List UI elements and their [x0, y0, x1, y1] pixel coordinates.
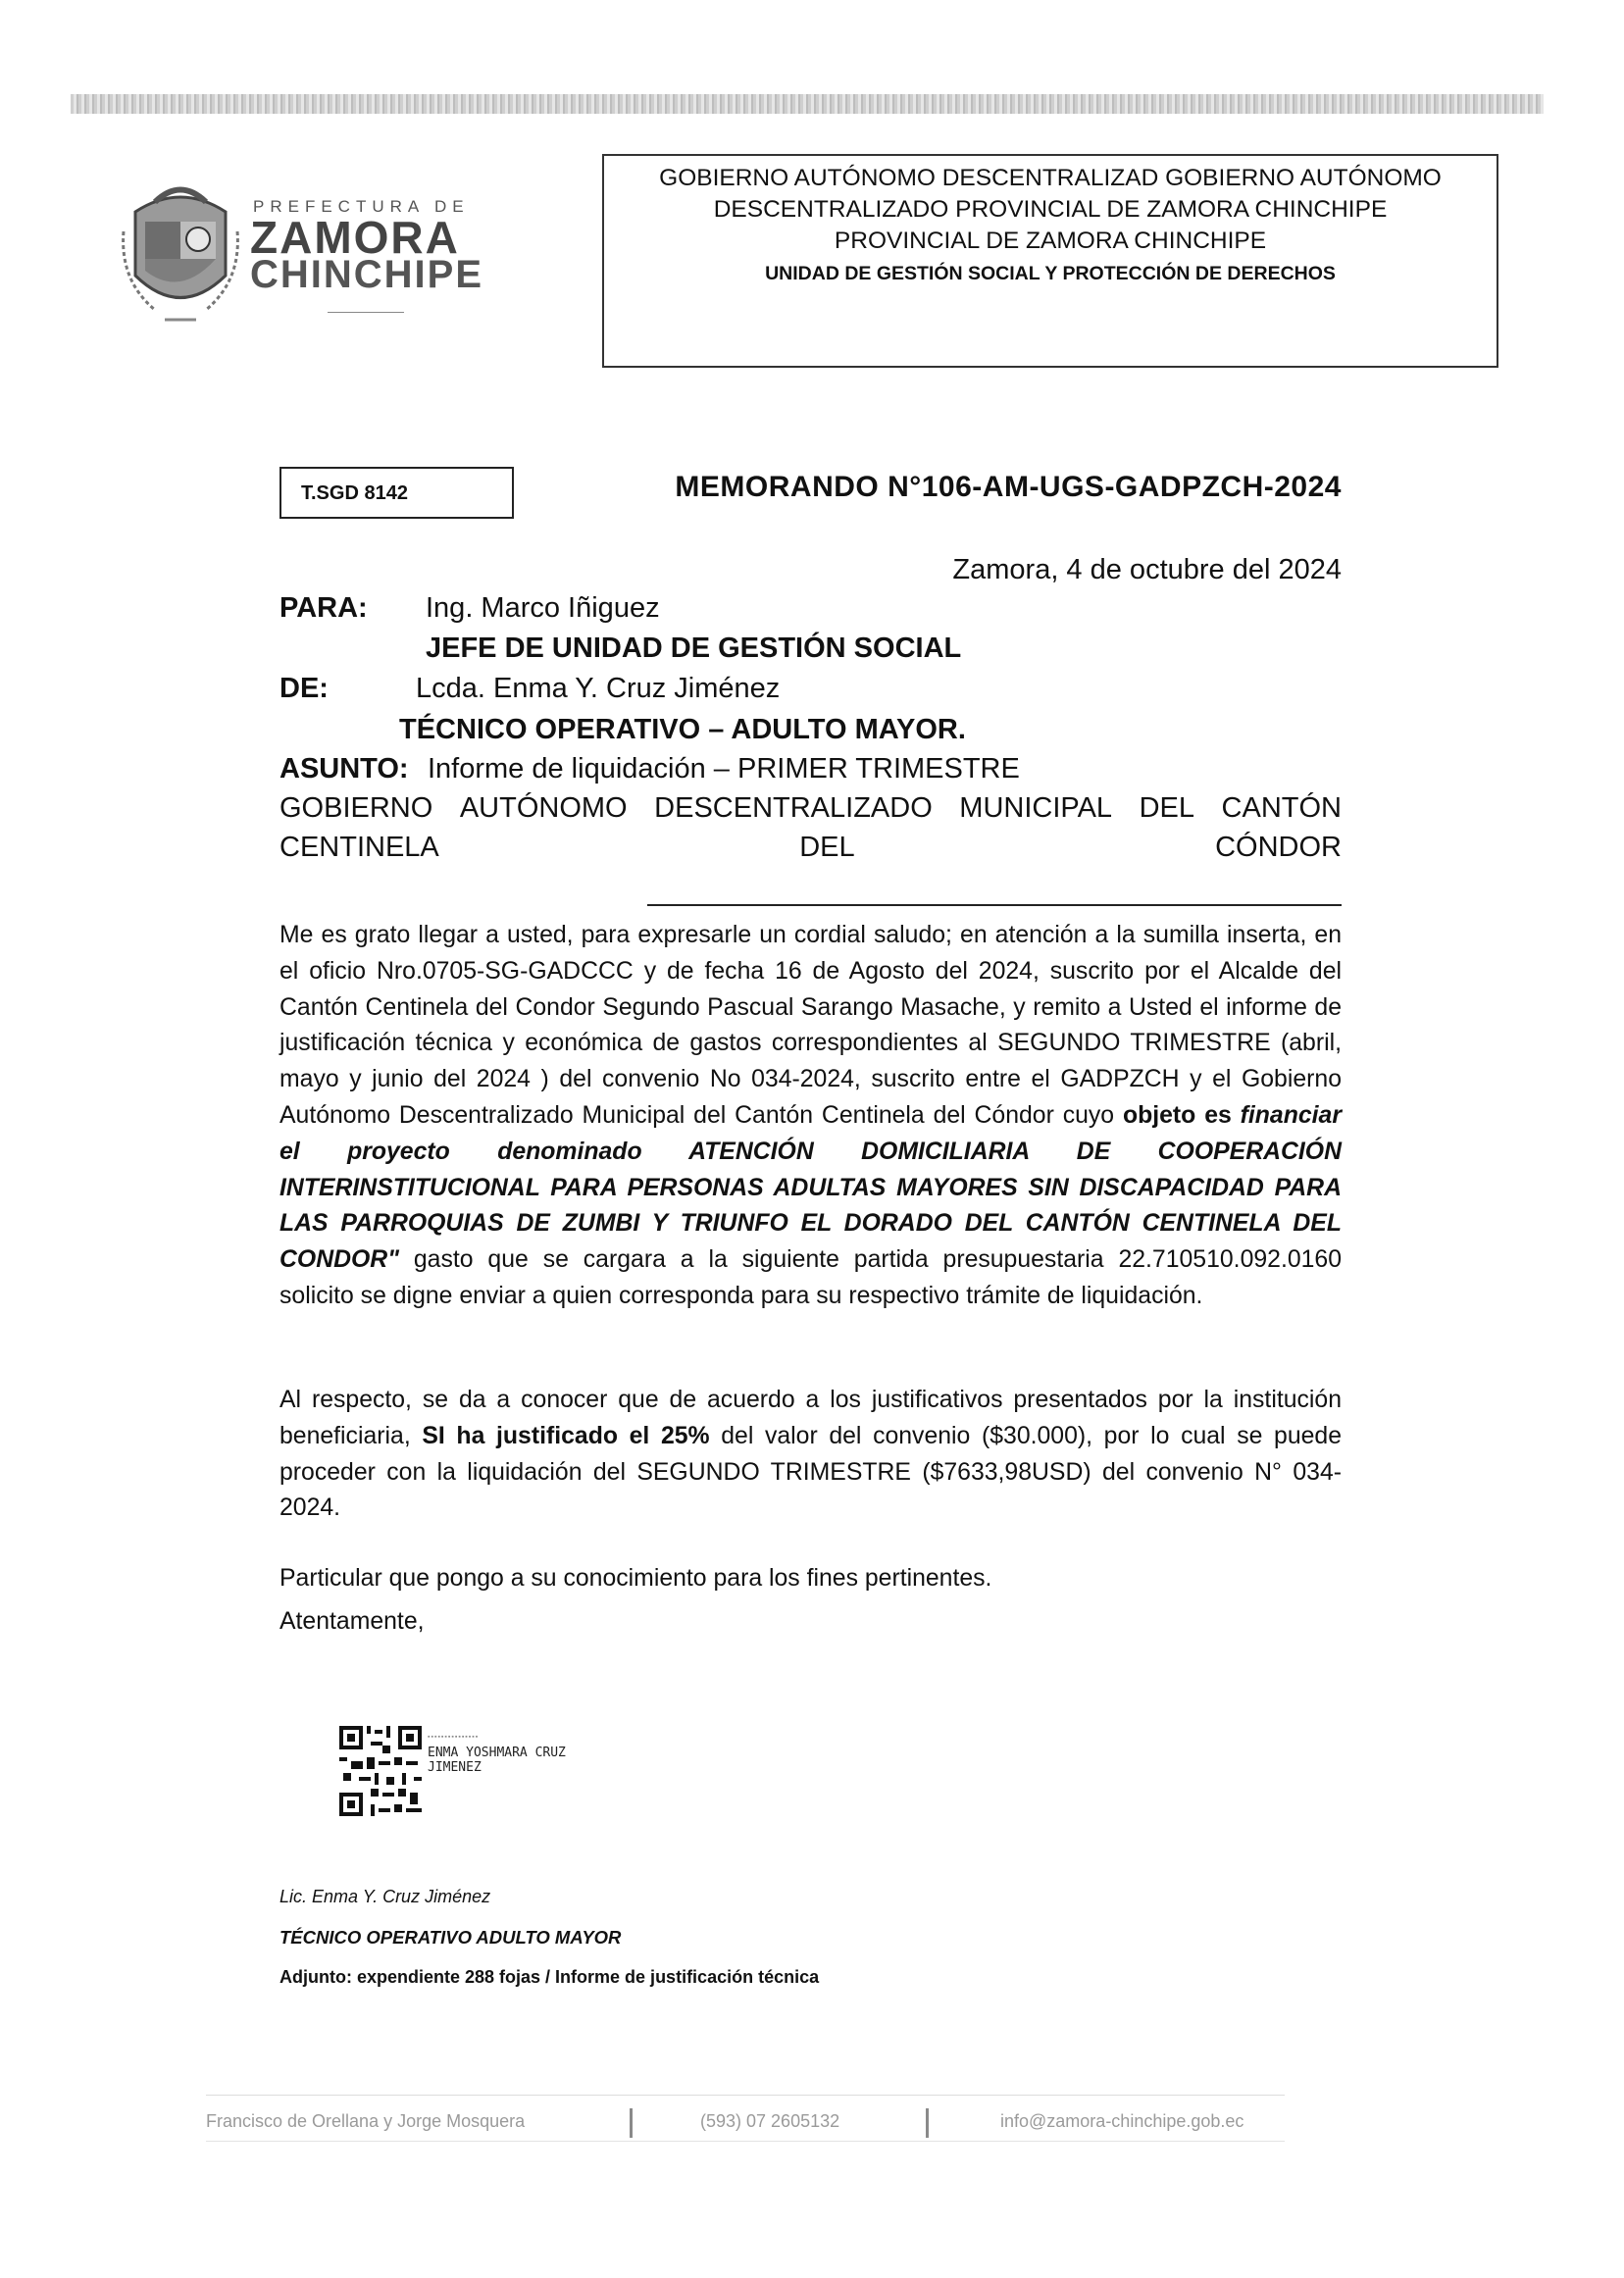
signer-line1: ENMA YOSHMARA CRUZ [428, 1746, 566, 1760]
memo-date: Zamora, 4 de octubre del 2024 [952, 554, 1342, 585]
p1-intro: Me es grato llegar a usted, para expresarle un cordial saludo; en atención a la sumilla inserta, en el oficio Nro.0705-SG-GADCCC y de fecha 16 de Agosto del 2024, suscrito por el Alcalde del Cantón Centinela del Condor Segundo Pascual Sarango Masache, y remito a Usted el informe de justificación técnica y económica de gastos correspondientes al SEGUNDO TRIMESTRE (abril, mayo y junio del 2024 ) del convenio No 034-2024, suscrito entre el GADPZCH y el Gobierno Autónomo Descentralizado Municipal del Cantón Centinela del Cóndor cuyo [279, 922, 1342, 1129]
footer-separator [630, 2108, 633, 2138]
asunto-line2 [279, 792, 1342, 825]
p1-bold: objeto es [1122, 1101, 1232, 1129]
coat-of-arms-logo [116, 173, 245, 334]
logo-line2: CHINCHIPE [250, 253, 484, 296]
p2-start: Al respecto, se da a conocer que de acuerdo a los justificativos presentados por la institución beneficiaria, [279, 1387, 1342, 1449]
signature-fine-print: ▪▪▪▪▪▪▪▪▪▪▪▪▪▪▪ [428, 1734, 480, 1741]
signature-qr-code [335, 1722, 426, 1820]
body-paragraph-2 [279, 1383, 1342, 1527]
asunto-word: DEL [1139, 792, 1195, 824]
asunto-word: CÓNDOR [1215, 832, 1342, 863]
asunto-word: CENTINELA [279, 832, 439, 863]
footer-email: info@zamora-chinchipe.gob.ec [1000, 2111, 1244, 2131]
para-title: JEFE DE UNIDAD DE GESTIÓN SOCIAL [426, 633, 962, 664]
para-name: Ing. Marco Iñiguez [426, 592, 660, 624]
body-paragraph-1 [279, 918, 1342, 1315]
asunto-word: DEL [799, 832, 855, 863]
asunto-word: CANTÓN [1221, 792, 1342, 824]
header-line2: DESCENTRALIZADO PROVINCIAL DE ZAMORA CHINCHIPE [713, 196, 1388, 223]
scan-top-band [71, 94, 1544, 114]
p2-bold: SI ha justificado el 25% [422, 1422, 710, 1449]
asunto-word: AUTÓNOMO [459, 792, 628, 824]
footer-separator [926, 2108, 929, 2138]
footer-bottom-line [206, 2141, 1285, 2142]
footer-phone: (593) 07 2605132 [700, 2111, 840, 2131]
para-label: PARA: [279, 592, 368, 624]
signature-signer [428, 1746, 566, 1775]
de-label: DE: [279, 673, 329, 704]
asunto-label: ASUNTO: [279, 753, 409, 785]
asunto-line3 [279, 832, 1342, 864]
header-line1: GOBIERNO AUTÓNOMO DESCENTRALIZAD GOBIERNO AUTÓNOMO [659, 165, 1442, 191]
signer-title: TÉCNICO OPERATIVO ADULTO MAYOR [279, 1927, 622, 1948]
asunto-text: Informe de liquidación – PRIMER TRIMESTRE [428, 753, 1020, 785]
closing: Atentamente, [279, 1608, 425, 1635]
signer-line2: JIMENEZ [428, 1760, 482, 1775]
tracking-number-box: T.SGD 8142 [279, 467, 514, 519]
logo-line1: ZAMORA [250, 212, 460, 263]
footer-top-line [206, 2095, 1285, 2096]
de-name: Lcda. Enma Y. Cruz Jiménez [416, 673, 781, 704]
attachment-note: Adjunto: expendiente 288 fojas / Informe de justificación técnica [279, 1967, 820, 1987]
header-line3: PROVINCIAL DE ZAMORA CHINCHIPE [834, 228, 1267, 254]
asunto-word: MUNICIPAL [959, 792, 1113, 824]
logo-prefix: PREFECTURA DE [253, 197, 470, 216]
p1-project-name: financiar el proyecto denominado ATENCIÓN DOMICILIARIA DE COOPERACIÓN INTERINSTITUCIONAL PARA PERSONAS ADULTAS MAYORES SIN DISCAPACIDAD PARA LAS PARROQUIAS DE ZUMBI Y TRIUNFO EL DORADO DEL CANTÓN CENTINELA DEL CONDOR" [279, 1101, 1342, 1274]
logo-underline [328, 312, 404, 313]
de-title: TÉCNICO OPERATIVO – ADULTO MAYOR. [399, 714, 966, 745]
signer-name: Lic. Enma Y. Cruz Jiménez [279, 1887, 491, 1906]
header-institution [604, 163, 1497, 257]
footer-address: Francisco de Orellana y Jorge Mosquera [206, 2111, 526, 2131]
header-unit: UNIDAD DE GESTIÓN SOCIAL Y PROTECCIÓN DE DERECHOS [765, 263, 1336, 284]
body-paragraph-3: Particular que pongo a su conocimiento para los fines pertinentes. [279, 1565, 992, 1592]
memo-number: MEMORANDO N°106-AM-UGS-GADPZCH-2024 [675, 471, 1342, 503]
subject-divider [647, 904, 1342, 906]
p2-end: del valor del convenio ($30.000), por lo cual se puede proceder con la liquidación del SEGUNDO TRIMESTRE ($7633,98USD) del convenio N° 034-2024. [279, 1422, 1342, 1522]
p1-end: gasto que se cargara a la siguiente partida presupuestaria 22.710510.092.0160 solicito se digne enviar a quien corresponda para su respectivo trámite de liquidación. [279, 1246, 1342, 1309]
asunto-word: GOBIERNO [279, 792, 433, 824]
asunto-word: DESCENTRALIZADO [654, 792, 933, 824]
